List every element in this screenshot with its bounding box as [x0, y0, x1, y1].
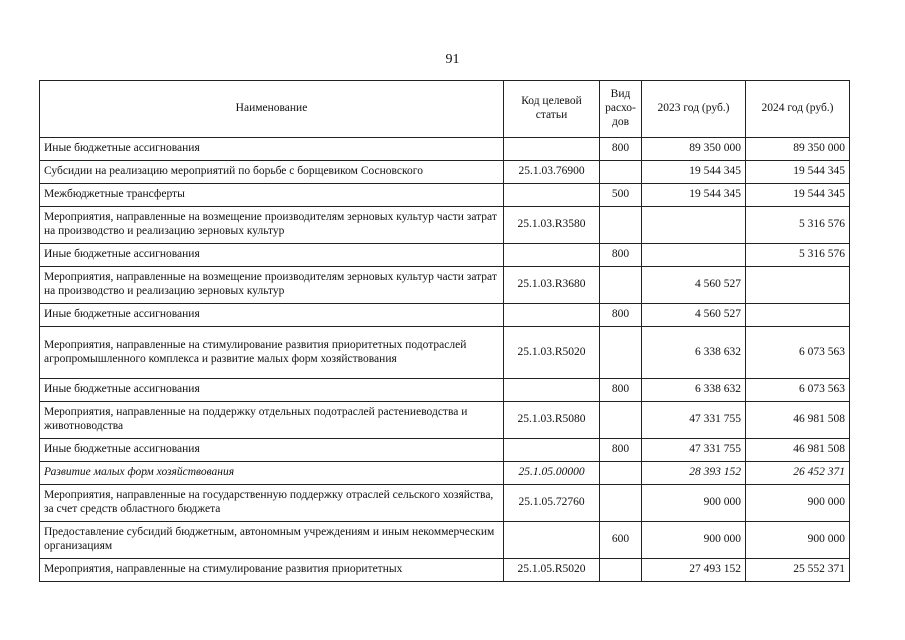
row-2023-cell: [642, 244, 746, 267]
row-2024-cell: 5 316 576: [746, 207, 850, 244]
table-row: [40, 207, 850, 244]
table-row: [40, 327, 850, 379]
row-2023-cell: 89 350 000: [642, 138, 746, 161]
row-name-cell: Предоставление субсидий бюджетным, автономным учреждениям и иным некоммерческим организациям: [40, 522, 504, 559]
row-code-cell: [504, 304, 600, 327]
row-2024-cell: 5 316 576: [746, 244, 850, 267]
row-2024-cell: 19 544 345: [746, 184, 850, 207]
row-code-cell: [504, 522, 600, 559]
row-name-cell: Субсидии на реализацию мероприятий по борьбе с борщевиком Сосновского: [40, 161, 504, 184]
row-vid-cell: [600, 559, 642, 582]
header-vid: Вид расхо-дов: [600, 81, 642, 138]
table-row: [40, 402, 850, 439]
row-vid-cell: [600, 485, 642, 522]
row-vid-cell: [600, 267, 642, 304]
row-2024-cell: 26 452 371: [746, 462, 850, 485]
row-code-cell: [504, 138, 600, 161]
table-row: [40, 379, 850, 402]
row-code-cell: 25.1.03.R3580: [504, 207, 600, 244]
row-2023-cell: 4 560 527: [642, 267, 746, 304]
row-name-cell: Развитие малых форм хозяйствования: [40, 462, 504, 485]
row-code-cell: 25.1.03.R3680: [504, 267, 600, 304]
header-code: Код целевой статьи: [504, 81, 600, 138]
row-2023-cell: 900 000: [642, 485, 746, 522]
row-vid-cell: 800: [600, 379, 642, 402]
row-2023-cell: 6 338 632: [642, 379, 746, 402]
row-name-cell: Мероприятия, направленные на стимулирование развития приоритетных подотраслей агропромышленного комплекса и развитие малых форм хозяйствования: [40, 327, 504, 379]
row-2024-cell: 25 552 371: [746, 559, 850, 582]
header-name: Наименование: [40, 81, 504, 138]
row-code-cell: [504, 244, 600, 267]
row-name-cell: Иные бюджетные ассигнования: [40, 439, 504, 462]
table-row: [40, 184, 850, 207]
budget-table: [39, 80, 850, 582]
row-2023-cell: 19 544 345: [642, 161, 746, 184]
row-name-cell: Иные бюджетные ассигнования: [40, 304, 504, 327]
row-code-cell: 25.1.03.R5080: [504, 402, 600, 439]
row-name-cell: Мероприятия, направленные на стимулирование развития приоритетных: [40, 559, 504, 582]
row-code-cell: 25.1.05.72760: [504, 485, 600, 522]
row-code-cell: [504, 379, 600, 402]
row-code-cell: 25.1.03.R5020: [504, 327, 600, 379]
row-name-cell: Мероприятия, направленные на государственную поддержку отраслей сельского хозяйства, за счет средств областного бюджета: [40, 485, 504, 522]
row-code-cell: 25.1.03.76900: [504, 161, 600, 184]
row-2024-cell: 46 981 508: [746, 439, 850, 462]
row-2024-cell: 6 073 563: [746, 379, 850, 402]
row-vid-cell: [600, 327, 642, 379]
row-code-cell: [504, 184, 600, 207]
row-name-cell: Мероприятия, направленные на возмещение производителям зерновых культур части затрат на производство и реализацию зерновых культур: [40, 267, 504, 304]
row-code-cell: [504, 439, 600, 462]
header-2024: 2024 год (руб.): [746, 81, 850, 138]
row-code-cell: 25.1.05.00000: [504, 462, 600, 485]
row-2024-cell: 46 981 508: [746, 402, 850, 439]
row-2023-cell: 28 393 152: [642, 462, 746, 485]
row-vid-cell: 800: [600, 244, 642, 267]
table-row: [40, 267, 850, 304]
row-name-cell: Межбюджетные трансферты: [40, 184, 504, 207]
row-2024-cell: 89 350 000: [746, 138, 850, 161]
row-2023-cell: 19 544 345: [642, 184, 746, 207]
row-vid-cell: [600, 161, 642, 184]
row-vid-cell: [600, 402, 642, 439]
table-row: [40, 439, 850, 462]
table-row: [40, 522, 850, 559]
table-row: [40, 304, 850, 327]
row-name-cell: Мероприятия, направленные на поддержку отдельных подотраслей растениеводства и животноводства: [40, 402, 504, 439]
row-vid-cell: 800: [600, 304, 642, 327]
table-row: [40, 485, 850, 522]
row-2023-cell: 27 493 152: [642, 559, 746, 582]
row-vid-cell: [600, 462, 642, 485]
row-2024-cell: 19 544 345: [746, 161, 850, 184]
row-vid-cell: [600, 207, 642, 244]
row-name-cell: Иные бюджетные ассигнования: [40, 379, 504, 402]
row-2023-cell: 4 560 527: [642, 304, 746, 327]
row-2023-cell: 6 338 632: [642, 327, 746, 379]
header-2023: 2023 год (руб.): [642, 81, 746, 138]
row-vid-cell: 800: [600, 138, 642, 161]
row-vid-cell: 800: [600, 439, 642, 462]
row-2023-cell: 47 331 755: [642, 402, 746, 439]
row-2024-cell: 6 073 563: [746, 327, 850, 379]
table-row: [40, 559, 850, 582]
table-row: [40, 161, 850, 184]
row-2024-cell: 900 000: [746, 522, 850, 559]
row-code-cell: 25.1.05.R5020: [504, 559, 600, 582]
row-2024-cell: [746, 267, 850, 304]
table-header-row: [40, 81, 850, 138]
row-2024-cell: [746, 304, 850, 327]
row-vid-cell: 500: [600, 184, 642, 207]
row-name-cell: Иные бюджетные ассигнования: [40, 138, 504, 161]
table-row: [40, 244, 850, 267]
table-row: [40, 138, 850, 161]
row-2023-cell: 47 331 755: [642, 439, 746, 462]
row-2024-cell: 900 000: [746, 485, 850, 522]
row-name-cell: Мероприятия, направленные на возмещение производителям зерновых культур части затрат на производство и реализацию зерновых культур: [40, 207, 504, 244]
row-name-cell: Иные бюджетные ассигнования: [40, 244, 504, 267]
page-number: 91: [445, 52, 460, 67]
row-vid-cell: 600: [600, 522, 642, 559]
row-2023-cell: [642, 207, 746, 244]
table-row: [40, 462, 850, 485]
row-2023-cell: 900 000: [642, 522, 746, 559]
